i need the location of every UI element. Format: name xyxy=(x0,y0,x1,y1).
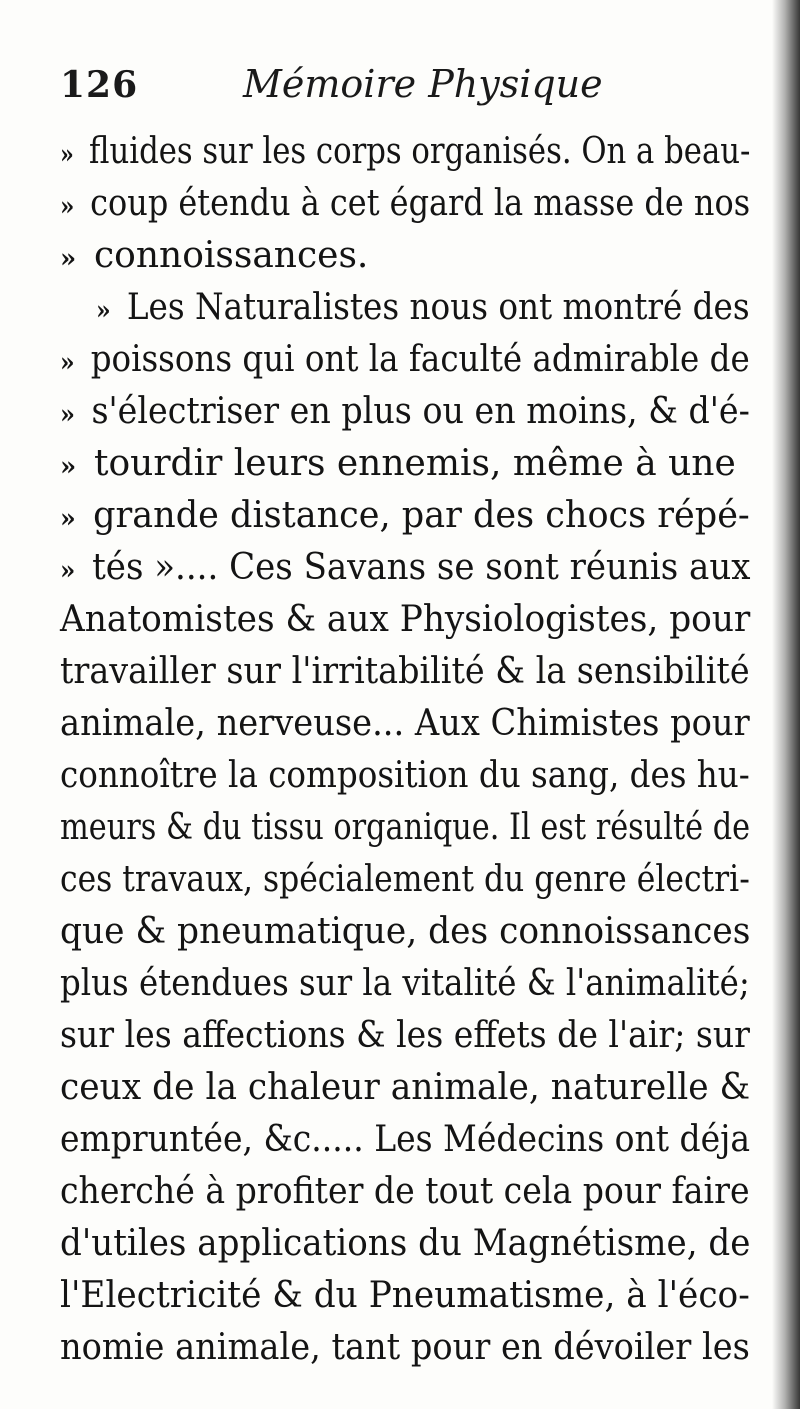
quote-mark: » xyxy=(96,296,111,326)
line-text: connoître la composition du sang, des hu- xyxy=(60,755,750,796)
text-line xyxy=(60,1270,750,1322)
text-line xyxy=(60,230,368,282)
text-line xyxy=(60,490,750,542)
line-text: connoissances. xyxy=(94,235,369,276)
text-line xyxy=(60,1010,750,1062)
line-text: grande distance, par des chocs répé- xyxy=(93,495,750,536)
line-text: sur les affections & les effets de l'air; sur xyxy=(60,1015,750,1056)
line-text: plus étendues sur la vitalité & l'animalité; xyxy=(60,963,750,1004)
text-line xyxy=(60,750,750,802)
text-line xyxy=(96,282,750,334)
line-text: animale, nerveuse... Aux Chimistes pour xyxy=(60,703,750,744)
text-line xyxy=(60,386,750,438)
text-line xyxy=(60,542,750,594)
line-text: Les Naturalistes nous ont montré des xyxy=(126,287,750,328)
line-text: fluides sur les corps organisés. On a beau- xyxy=(88,131,751,172)
binding-edge xyxy=(772,0,800,1409)
line-text: travailler sur l'irritabilité & la sensibilité xyxy=(60,651,750,692)
line-text: l'Electricité & du Pneumatisme, à l'éco- xyxy=(60,1275,750,1316)
line-text: meurs & du tissu organique. Il est résulté de xyxy=(60,807,751,848)
line-text: coup étendu à cet égard la masse de nos xyxy=(90,183,751,224)
quote-mark: » xyxy=(60,348,75,378)
text-line xyxy=(60,1062,750,1114)
page-header xyxy=(60,62,603,114)
line-text: ces travaux, spécialement du genre électri- xyxy=(60,859,750,900)
text-line xyxy=(60,178,750,230)
quote-mark: » xyxy=(60,556,76,586)
line-text: ceux de la chaleur animale, naturelle & xyxy=(60,1067,751,1108)
line-text: tés ».... Ces Savans se sont réunis aux xyxy=(92,547,751,588)
text-line xyxy=(60,958,750,1010)
line-text: cherché à profiter de tout cela pour faire xyxy=(60,1171,750,1212)
text-line xyxy=(60,1218,750,1270)
quote-mark: » xyxy=(60,192,75,222)
quote-mark: » xyxy=(60,400,76,430)
line-text: s'électriser en plus ou en moins, & d'é- xyxy=(91,391,750,432)
text-line xyxy=(60,334,750,386)
line-text: d'utiles applications du Magnétisme, de xyxy=(60,1223,751,1264)
text-line xyxy=(60,1166,750,1218)
quote-mark: » xyxy=(60,504,76,534)
text-line xyxy=(60,1322,750,1374)
line-text: poissons qui ont la faculté admirable de xyxy=(90,339,750,380)
line-text: empruntée, &c..... Les Médecins ont déja xyxy=(60,1119,751,1160)
text-line xyxy=(60,438,736,490)
text-line xyxy=(60,594,750,646)
running-title: Mémoire Physique xyxy=(243,62,603,106)
line-text: que & pneumatique, des connoissances xyxy=(60,911,751,952)
page-number: 126 xyxy=(60,64,139,106)
text-line xyxy=(60,854,750,906)
line-text: tourdir leurs ennemis, même à une xyxy=(94,443,736,484)
text-line xyxy=(60,646,750,698)
quote-mark: » xyxy=(60,244,77,274)
text-line xyxy=(60,906,750,958)
text-line xyxy=(60,1114,750,1166)
text-line xyxy=(60,698,750,750)
text-line xyxy=(60,802,750,854)
quote-mark: » xyxy=(60,140,74,170)
quote-mark: » xyxy=(60,452,77,482)
text-line xyxy=(60,126,750,178)
line-text: Anatomistes & aux Physiologistes, pour xyxy=(60,599,751,640)
line-text: nomie animale, tant pour en dévoiler les xyxy=(60,1327,750,1368)
